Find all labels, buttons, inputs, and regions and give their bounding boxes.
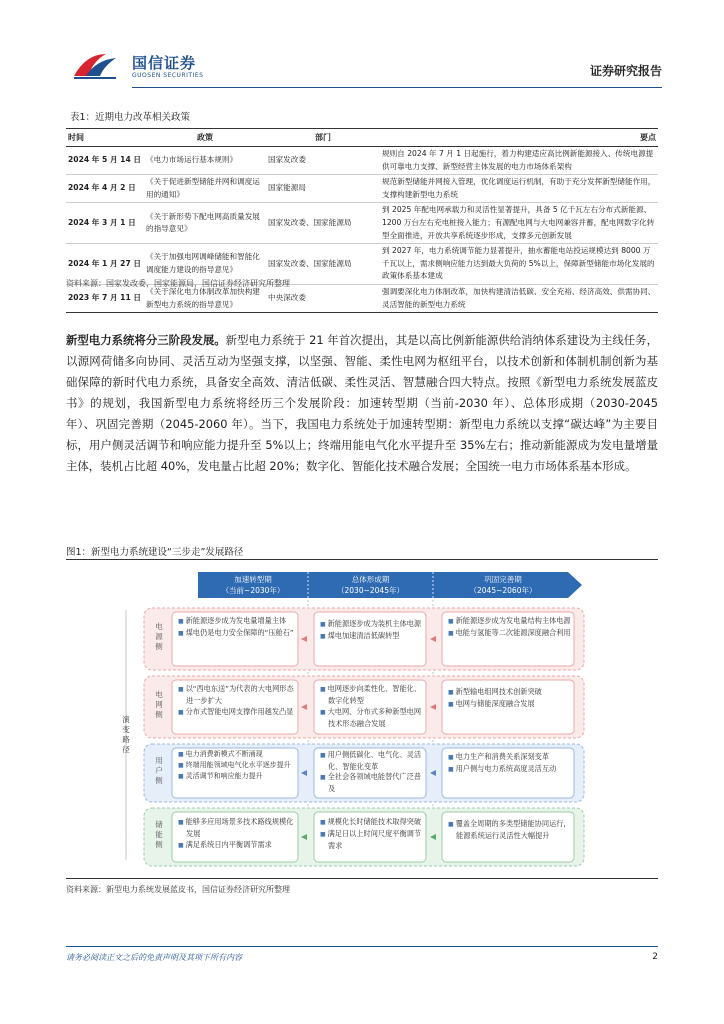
column-header-dept: 部门 [266,129,380,147]
table-source: 资料来源：国家发改委，国家能源局，国信证券经济研究所整理 [66,279,290,288]
cell-time: 2024 年 3 月 1 日 [66,203,144,244]
cell-item: ■ 能够多应用场景多技术路线规模化发展 [178,816,296,839]
cell-item: ■ 用户侧与电力系统高度灵活互动 [448,763,572,775]
column-header-time: 时间 [66,129,144,147]
footer-divider [66,946,658,947]
stage-label-2 [318,574,423,596]
body-paragraph [66,330,658,477]
header-divider [132,87,662,88]
cell-grid-stage2 [320,683,424,729]
figure-bottom-divider [66,878,658,879]
cell-source-stage1 [178,615,296,639]
cell-source-stage2 [320,618,424,642]
cell-item: ■ 新能源逐步成为发电量增量主体 [178,615,296,627]
cell-item: ■ 分布式智能电网支撑作用越发凸显 [178,706,296,718]
cell-dept: 中央深改委 [266,284,380,312]
figure-source: 资料来源：新型电力系统发展蓝皮书，国信证券经济研究所整理 [66,885,290,894]
figure-caption: 图1：新型电力系统建设“三步走”发展路径 [66,547,244,558]
stage-name: 巩固完善期 [484,575,522,584]
column-header-points: 要点 [380,129,658,147]
cell-dept: 国家发改委、国家能源局 [266,203,380,244]
report-type: 证券研究报告 [589,64,662,78]
cell-item: ■ 电力消费新模式不断涌现 [178,749,296,760]
row-label-source: 电源侧 [155,622,163,651]
cell-item: ■ 新能源逐步成为发电量结构主体电源 [448,615,572,627]
table-row [66,147,658,175]
cell-policy: 《关于新形势下配电网高质量发展的指导意见》 [144,203,266,244]
table-row [66,203,658,244]
cell-time: 2024 年 1 月 27 日 [66,244,144,285]
cell-policy: 《关于加强电网调峰储能和智能化调度能力建设的指导意见》 [144,244,266,285]
guosen-logo-icon [72,50,120,82]
cell-time: 2024 年 5 月 14 日 [66,147,144,175]
paragraph-body: 新型电力系统于 21 年首次提出，其是以高比例新能源供给消纳体系建设为主线任务，以源网荷储多向协同、灵活互动为坚强支撑，以坚强、智能、柔性电网为枢纽平台，以技术创新和体制机制创新为基础保障的新时代电力系统，具备安全高效、清洁低碳、柔性灵活、智慧融合四大特点。按照《新型电力系统发展蓝皮书》的规划，我国新型电力系统将经历三个发展阶段：加速转型期（当前-2030 年）、总体形成期（2030-2045 年）、巩固完善期（2045-2060 年）。当下，我国电力系统处于加速转型期：新型电力系统以支撑“碳达峰”为主要目标，用户侧灵活调节和响应能力提升至 5%以上；终端用能电气化水平提升至 35%左右；推动新能源成为发电量增量主体，装机占比超 40%，发电量占比超 20%；数字化、智能化技术融合发展；全国统一电力市场体系基本形成。 [66,333,658,473]
cell-policy: 《电力市场运行基本规则》 [144,147,266,175]
path-diagram [108,570,588,870]
cell-user-stage1 [178,749,296,782]
cell-dept: 国家能源局 [266,175,380,203]
row-label-user: 用户侧 [155,756,163,785]
cell-item: ■ 电网逐步向柔性化、智能化、数字化转型 [320,683,424,706]
table-row [66,175,658,203]
cell-item: ■ 电能与氢能等二次能源深度融合利用 [448,627,572,639]
cell-points: 规则自 2024 年 7 月 1 日起施行，着力构建适应高比例新能源接入、传统电源提供可靠电力支撑、新型经营主体发展的电力市场体系架构 [380,147,658,175]
stage-label-1 [203,574,303,596]
cell-item: ■ 满足系统日内平衡调节需求 [178,839,296,851]
cell-dept: 国家发改委、国家能源局 [266,244,380,285]
cell-user-stage2 [320,750,424,794]
cell-points: 规范新型储能并网接入管理，优化调度运行机制，有助于充分发挥新型储能作用，支撑构建新型电力系统 [380,175,658,203]
cell-item: ■ 大电网、分布式多种新型电网技术形态融合发展 [320,706,424,729]
paragraph-lead: 新型电力系统将分三阶段发展。 [66,333,226,347]
cell-time: 2024 年 4 月 2 日 [66,175,144,203]
cell-item: ■ 以“西电东送”为代表的大电网形态进一步扩大 [178,683,296,706]
cell-item: ■ 新能源逐步成为装机主体电源 [320,618,424,630]
cell-item: ■ 煤电加速清洁低碳转型 [320,630,424,642]
cell-item: ■ 满足日以上时间尺度平衡调节需求 [320,828,424,851]
cell-time: 2023 年 7 月 11 日 [66,284,144,312]
cell-grid-stage3 [448,686,572,710]
cell-user-stage3 [448,751,572,775]
stage-period: （当前~2030年） [221,586,285,595]
stage-period: （2045~2060年） [469,586,537,595]
axis-label: 演变路径 [122,715,130,754]
row-label-grid: 电网侧 [155,690,163,719]
cell-dept: 国家发改委 [266,147,380,175]
row-label-storage: 储能侧 [155,820,163,849]
table-caption: 表1：近期电力改革相关政策 [70,112,191,123]
page-number: 2 [652,952,658,962]
cell-item: ■ 用户侧低碳化、电气化、灵活化、智能化变革 [320,750,424,772]
cell-points: 到 2027 年，电力系统调节能力显著提升，抽水蓄能电站投运规模达到 8000 万千瓦以上，需求侧响应能力达到最大负荷的 5%以上，保障新型储能市场化发展的政策体系基本建成 [380,244,658,285]
table-header-row [66,129,658,147]
cell-source-stage3 [448,615,572,639]
cell-policy: 《关于深化电力体制改革加快构建新型电力系统的指导意见》 [144,284,266,312]
cell-storage-stage1 [178,816,296,851]
cell-grid-stage1 [178,683,296,718]
stage-name: 加速转型期 [234,575,272,584]
column-header-policy: 政策 [144,129,266,147]
brand-name-en: GUOSEN SECURITIES [132,72,204,79]
cell-item: ■ 规模化长时储能技术取得突破 [320,816,424,828]
stage-label-3 [443,574,563,596]
stage-period: （2030~2045年） [337,586,404,595]
cell-points: 强调要深化电力体制改革，加快构建清洁低碳、安全充裕、经济高效、供需协同、灵活智能的新型电力系统 [380,284,658,312]
cell-item: ■ 电网与储能深度融合发展 [448,698,572,710]
brand-name: 国信证券 [132,54,197,72]
figure-top-divider [66,559,658,560]
cell-item: ■ 灵活调节和响应能力提升 [178,771,296,782]
cell-item: ■ 终端用能领域电气化水平逐步提升 [178,760,296,771]
cell-storage-stage2 [320,816,424,851]
cell-item: ■ 新型输电组网技术创新突破 [448,686,572,698]
page-header [62,44,662,90]
cell-item: ■ 全社会各领域电能替代广泛普及 [320,772,424,794]
cell-points: 到 2025 年配电网承载力和灵活性显著提升，具备 5 亿千瓦左右分布式新能源、1200 万台左右充电桩接入能力；有源配电网与大电网兼容并蓄，配电网数字化转型全面推进，开放共享系统逐步形成，支撑多元创新发展 [380,203,658,244]
cell-storage-stage3 [448,818,572,841]
cell-item: ■ 覆盖全周期的多类型储能协同运行，能源系统运行灵活性大幅提升 [448,818,572,841]
disclaimer-note: 请务必阅读正文之后的免责声明及其项下所有内容 [66,953,242,962]
cell-item: ■ 电力生产和消费关系深刻变革 [448,751,572,763]
cell-policy: 《关于促进新型储能并网和调度运用的通知》 [144,175,266,203]
cell-item: ■ 煤电仍是电力安全保障的“压舱石” [178,627,296,639]
stage-name: 总体形成期 [351,575,390,584]
